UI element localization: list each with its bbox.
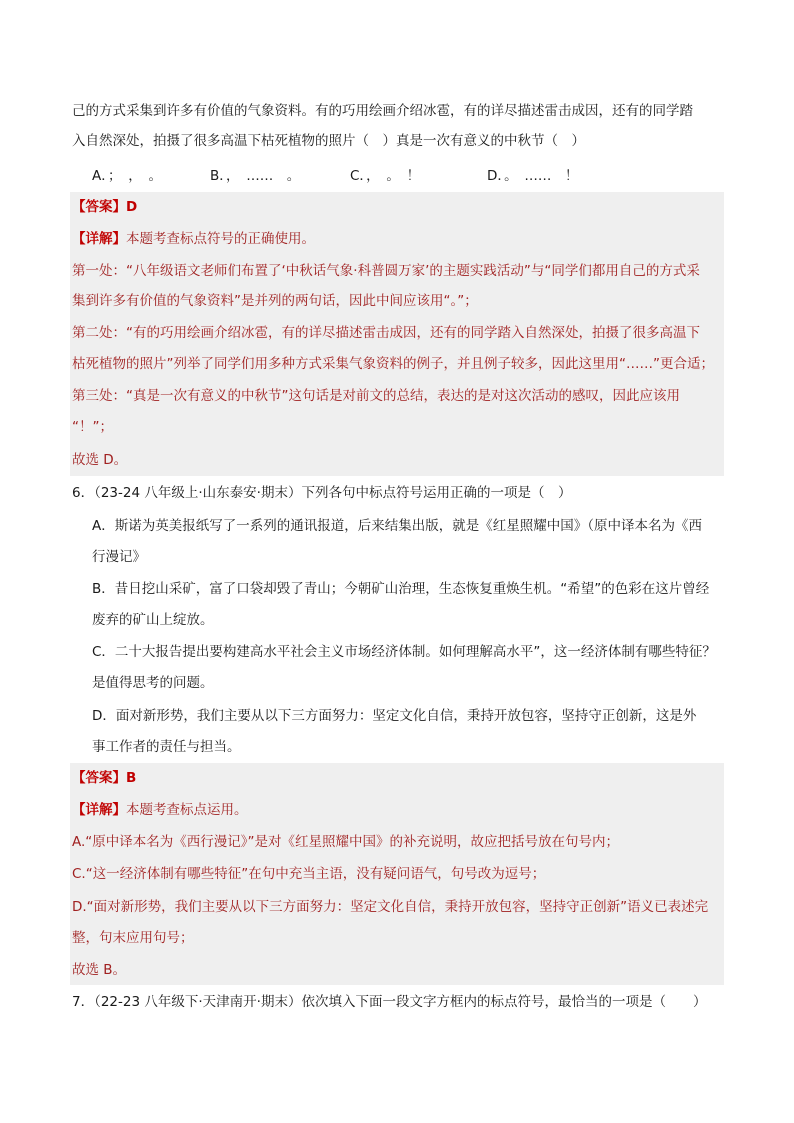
- q5-option-a: A．； ， 。: [92, 168, 162, 184]
- q5-detail-3a: 第三处：“真是一次有意义的中秋节”这句话是对前文的总结，表达的是对这次活动的感叹，因此应该用: [72, 388, 680, 404]
- q5-detail: [72, 229, 722, 249]
- q5-detail-1b: 集到许多有价值的气象资料”是并列的两句话，因此中间应该用“。”；: [72, 293, 478, 309]
- q6-detail-d-line2: 整，句末应用句号；: [72, 930, 194, 946]
- q6-option-a-line1: A．斯诺为英美报纸写了一系列的通讯报道，后来结集出版，就是《红星照耀中国》（原中译本名为《西: [92, 518, 702, 534]
- detail-intro: 本题考查标点运用。: [126, 802, 248, 818]
- q6-option-b-line2: 废弃的矿山上绽放。: [92, 612, 214, 628]
- q5-answer: [72, 197, 722, 217]
- q7-stem: 7．（22-23 八年级下·天津南开·期末）依次填入下面一段文字方框内的标点符号，最恰当的一项是（ ）: [72, 994, 707, 1010]
- q5-option-b: B．， …… 。: [210, 168, 301, 184]
- answer-value: B: [126, 770, 137, 786]
- q5-option-d: D．。 …… ！: [487, 168, 579, 184]
- answer-value: D: [126, 199, 138, 215]
- q6-option-d-line2: 事工作者的责任与担当。: [92, 739, 241, 755]
- q6-option-b-line1: B．昔日挖山采矿，富了口袋却毁了青山；今朝矿山治理，生态恢复重焕生机。“希望”的色彩在这片曾经: [92, 581, 710, 597]
- q6-detail-c: C.“这一经济体制有哪些特征”在句中充当主语，没有疑问语气，句号改为逗号；: [72, 866, 546, 882]
- q5-detail-1a: 第一处：“八年级语文老师们布置了‘中秋话气象·科普圆万家’的主题实践活动”与“同学们都用自己的方式采: [72, 263, 700, 279]
- q6-conclusion: 故选 B。: [72, 962, 127, 978]
- q6-option-d-line1: D．面对新形势，我们主要从以下三方面努力：坚定文化自信，秉持开放包容，坚持守正创新，这是外: [92, 708, 697, 724]
- q6-option-c-line1: C．二十大报告提出要构建高水平社会主义市场经济体制。如何理解高水平”，这一经济体制有哪些特征？: [92, 644, 716, 660]
- q5-detail-2b: 枯死植物的照片”列举了同学们用多种方式采集气象资料的例子，并且例子较多，因此这里用“……”更合适；: [72, 356, 714, 372]
- answer-tag: 【答案】: [72, 770, 126, 786]
- answer-tag: 【答案】: [72, 199, 126, 215]
- q6-detail-d-line1: D.“面对新形势，我们主要从以下三方面努力：坚定文化自信，秉持开放包容，坚持守正创新”语义已表述完: [72, 899, 709, 915]
- q6-option-a-line2: 行漫记》: [92, 549, 146, 565]
- q5-detail-3b: “！”；: [72, 419, 113, 435]
- detail-tag: 【详解】: [72, 802, 126, 818]
- detail-intro: 本题考查标点符号的正确使用。: [126, 231, 315, 247]
- q5-detail-2a: 第二处：“有的巧用绘画介绍冰雹，有的详尽描述雷击成因，还有的同学踏入自然深处，拍摄了很多高温下: [72, 325, 700, 341]
- q5-stem-line1: 己的方式采集到许多有价值的气象资料。有的巧用绘画介绍冰雹，有的详尽描述雷击成因，还有的同学踏: [72, 103, 693, 119]
- q6-detail-a: A.“原中译本名为《西行漫记》”是对《红星照耀中国》的补充说明，故应把括号放在句号内；: [72, 834, 620, 850]
- q5-conclusion: 故选 D。: [72, 452, 128, 468]
- q6-stem: 6．（23-24 八年级上·山东泰安·期末）下列各句中标点符号运用正确的一项是（ ）: [72, 485, 572, 501]
- detail-tag: 【详解】: [72, 231, 126, 247]
- q5-stem-line2: 入自然深处，拍摄了很多高温下枯死植物的照片（ ）真是一次有意义的中秋节（ ）: [72, 133, 585, 149]
- q5-option-c: C．， 。 ！: [350, 168, 421, 184]
- q6-detail: [72, 800, 722, 820]
- q6-option-c-line2: 是值得思考的问题。: [92, 675, 214, 691]
- q6-answer: [72, 768, 722, 788]
